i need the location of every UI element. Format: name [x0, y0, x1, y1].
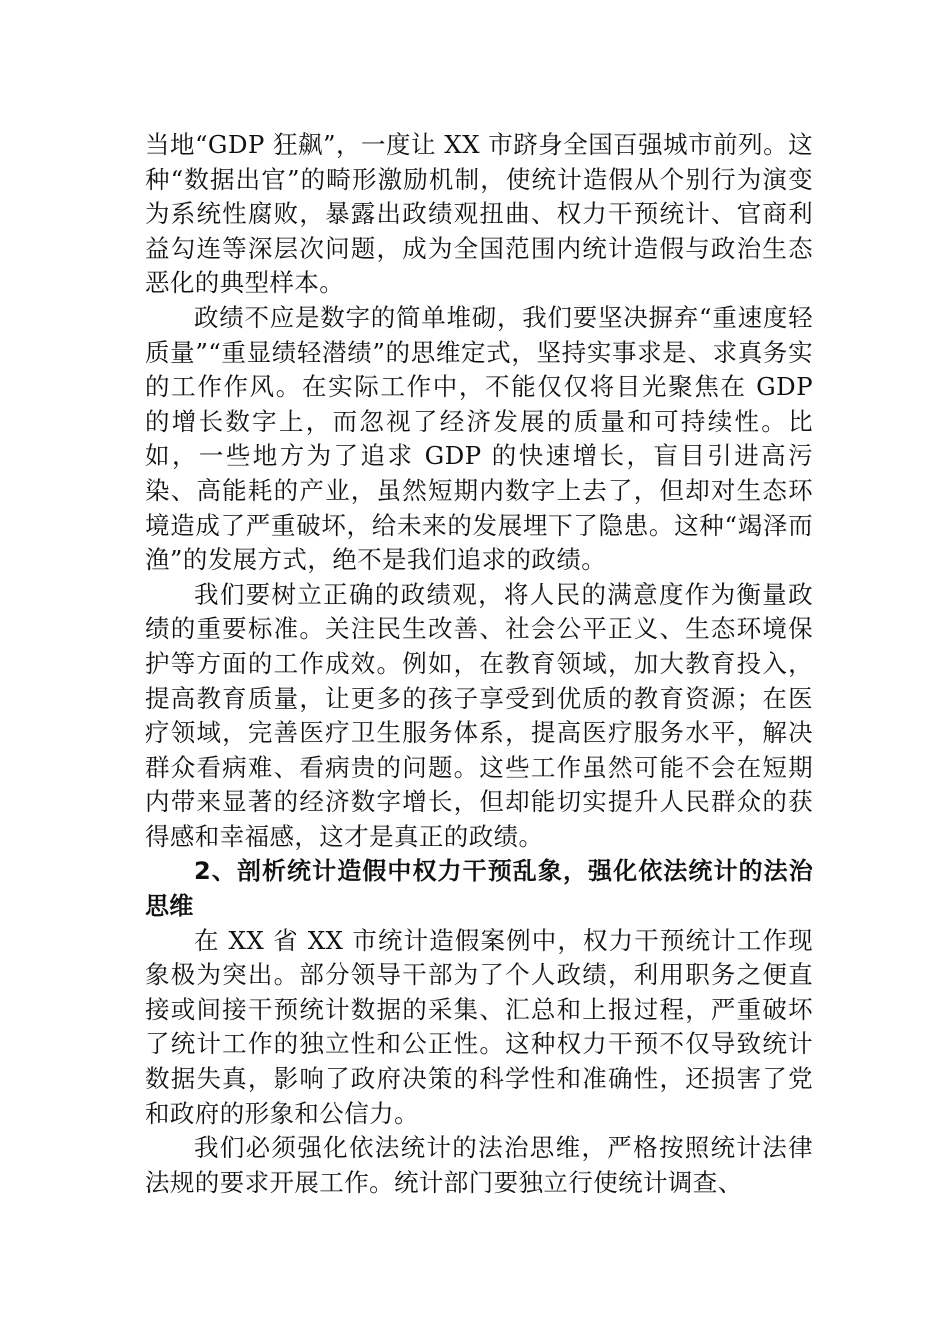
paragraph-performance-not-numbers: 政绩不应是数字的简单堆砌，我们要坚决摒弃“重速度轻质量”“重显绩轻潜绩”的思维定式，坚持实事求是、求真务实的工作作风。在实际工作中，不能仅仅将目光聚焦在 GDP 的增长数字上，而忽视了经济发展的质量和可持续性。比如，一些地方为了追求 GDP 的快速增长，盲目引进高污染、高能耗的产业，虽然短期内数字上去了，但却对生态环境造成了严重破坏，给未来的发展埋下了隐患。这种“竭泽而渔”的发展方式，绝不是我们追求的政绩。: [145, 302, 813, 575]
paragraph-power-interference: 在 XX 省 XX 市统计造假案例中，权力干预统计工作现象极为突出。部分领导干部为了个人政绩，利用职务之便直接或间接干预统计数据的采集、汇总和上报过程，严重破坏了统计工作的独立性和公正性。这种权力干预不仅导致统计数据失真，影响了政府决策的科学性和准确性，还损害了党和政府的形象和公信力。: [145, 925, 813, 1128]
paragraph-continuation: 当地“GDP 狂飙”，一度让 XX 市跻身全国百强城市前列。这种“数据出官”的畸形激励机制，使统计造假从个别行为演变为系统性腐败，暴露出政绩观扭曲、权力干预统计、官商利益勾连等深层次问题，成为全国范围内统计造假与政治生态恶化的典型样本。: [145, 130, 813, 298]
section-heading: 2、剖析统计造假中权力干预乱象，强化依法统计的法治思维: [145, 857, 813, 921]
paragraph-correct-performance-view: 我们要树立正确的政绩观，将人民的满意度作为衡量政绩的重要标准。关注民生改善、社会公平正义、生态环境保护等方面的工作成效。例如，在教育领域，加大教育投入，提高教育质量，让更多的孩子享受到优质的教育资源；在医疗领域，完善医疗卫生服务体系，提高医疗服务水平，解决群众看病难、看病贵的问题。这些工作虽然可能不会在短期内带来显著的经济数字增长，但却能切实提升人民群众的获得感和幸福感，这才是真正的政绩。: [145, 579, 813, 851]
paragraph-rule-of-law: 我们必须强化依法统计的法治思维，严格按照统计法律法规的要求开展工作。统计部门要独立行使统计调查、: [145, 1133, 813, 1197]
document-body: [145, 128, 813, 1200]
